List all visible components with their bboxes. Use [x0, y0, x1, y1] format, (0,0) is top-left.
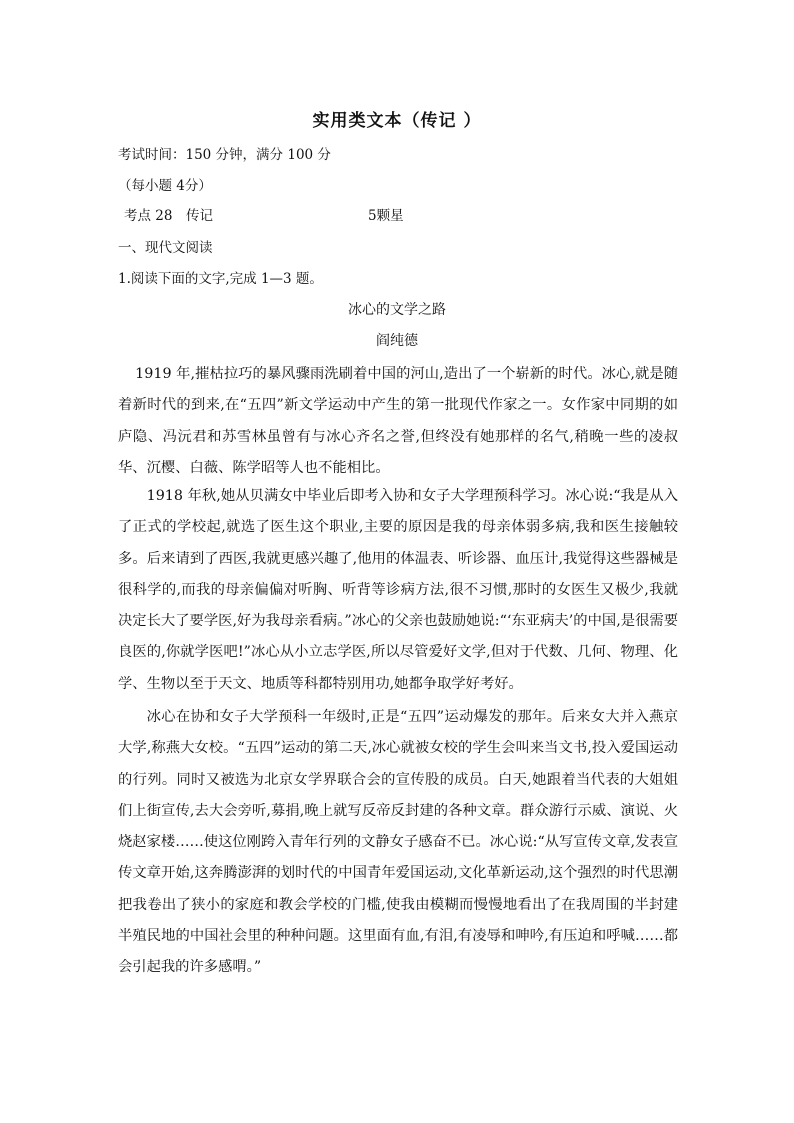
exam-time: 考试时间：150 分钟，满分 100 分 — [118, 147, 331, 163]
article-author: 阎纯德 — [376, 333, 418, 349]
score-note: （每小题 4分） — [118, 178, 212, 194]
question-instruction: 1.阅读下面的文字,完成 1—3 题。 — [118, 271, 323, 287]
document-title: 实用类文本（传记 ） — [312, 111, 482, 131]
kaodian-label: 考点 28 传记 — [124, 208, 213, 224]
article-title: 冰心的文学之路 — [348, 302, 446, 318]
article-paragraph: 冰心在协和女子大学预科一年级时,正是“五四”运动爆发的那年。后来女大并入燕京大学,称燕大女校。“五四”运动的第二天,冰心就被女校的学生会叫来当文书,投入爱国运动的行列。同时又被选为北京女学界联合会的宣传股的成员。白天,她跟着当代表的大姐姐们上街宣传,去大会旁听,募捐,晚上就写反帝反封建的各种文章。群众游行示威、演说、火烧赵家楼……使这位刚跨入青年行列的文静女子感奋不已。冰心说:“从写宣传文章,发表宣传文章开始,这奔腾澎湃的划时代的中国青年爱国运动,文化革新运动,这个强烈的时代思潮把我卷出了狭小的家庭和教会学校的门槛,使我由模糊而慢慢地看出了在我周围的半封建半殖民地的中国社会里的种种问题。这里面有血,有泪,有凌辱和呻吟,有压迫和呼喊……都会引起我的许多感喟。” — [118, 709, 678, 976]
paragraph-text: 1919 年,摧枯拉巧的暴风骤雨洗刷着中国的河山,造出了一个崭新的时代。冰心,就是随着新时代的到来,在“五四”新文学运动中产生的第一批现代作家之一。女作家中同期的如庐隐、冯沅君和苏雪林虽曾有与冰心齐名之誉,但终没有她那样的名气,稍晚一些的凌叔华、沉樱、白薇、陈学昭等人也不能相比。 — [118, 366, 678, 476]
difficulty-stars: 5颗星 — [368, 208, 404, 224]
section-heading: 一、现代文阅读 — [118, 240, 213, 256]
article-paragraph: 1918 年秋,她从贝满女中毕业后即考入协和女子大学理预科学习。冰心说:“我是从入了正式的学校起,就选了医生这个职业,主要的原因是我的母亲体弱多病,我和医生接触较多。后来请到了西医,我就更感兴趣了,他用的体温表、听诊器、血压计,我觉得这些器械是很科学的,而我的母亲偏偏对听胸、听背等诊病方法,很不习惯,那时的女医生又极少,我就决定长大了要学医,好为我母亲看病。”冰心的父亲也鼓励她说:“‘东亚病夫’的中国,是很需要良医的,你就学医吧!”冰心从小立志学医,所以尽管爱好文学,但对于代数、几何、物理、化学、生物以至于天文、地质等科都特别用功,她都争取学好考好。 — [118, 488, 678, 692]
article-paragraph — [118, 359, 678, 484]
kaodian-line — [124, 206, 404, 226]
